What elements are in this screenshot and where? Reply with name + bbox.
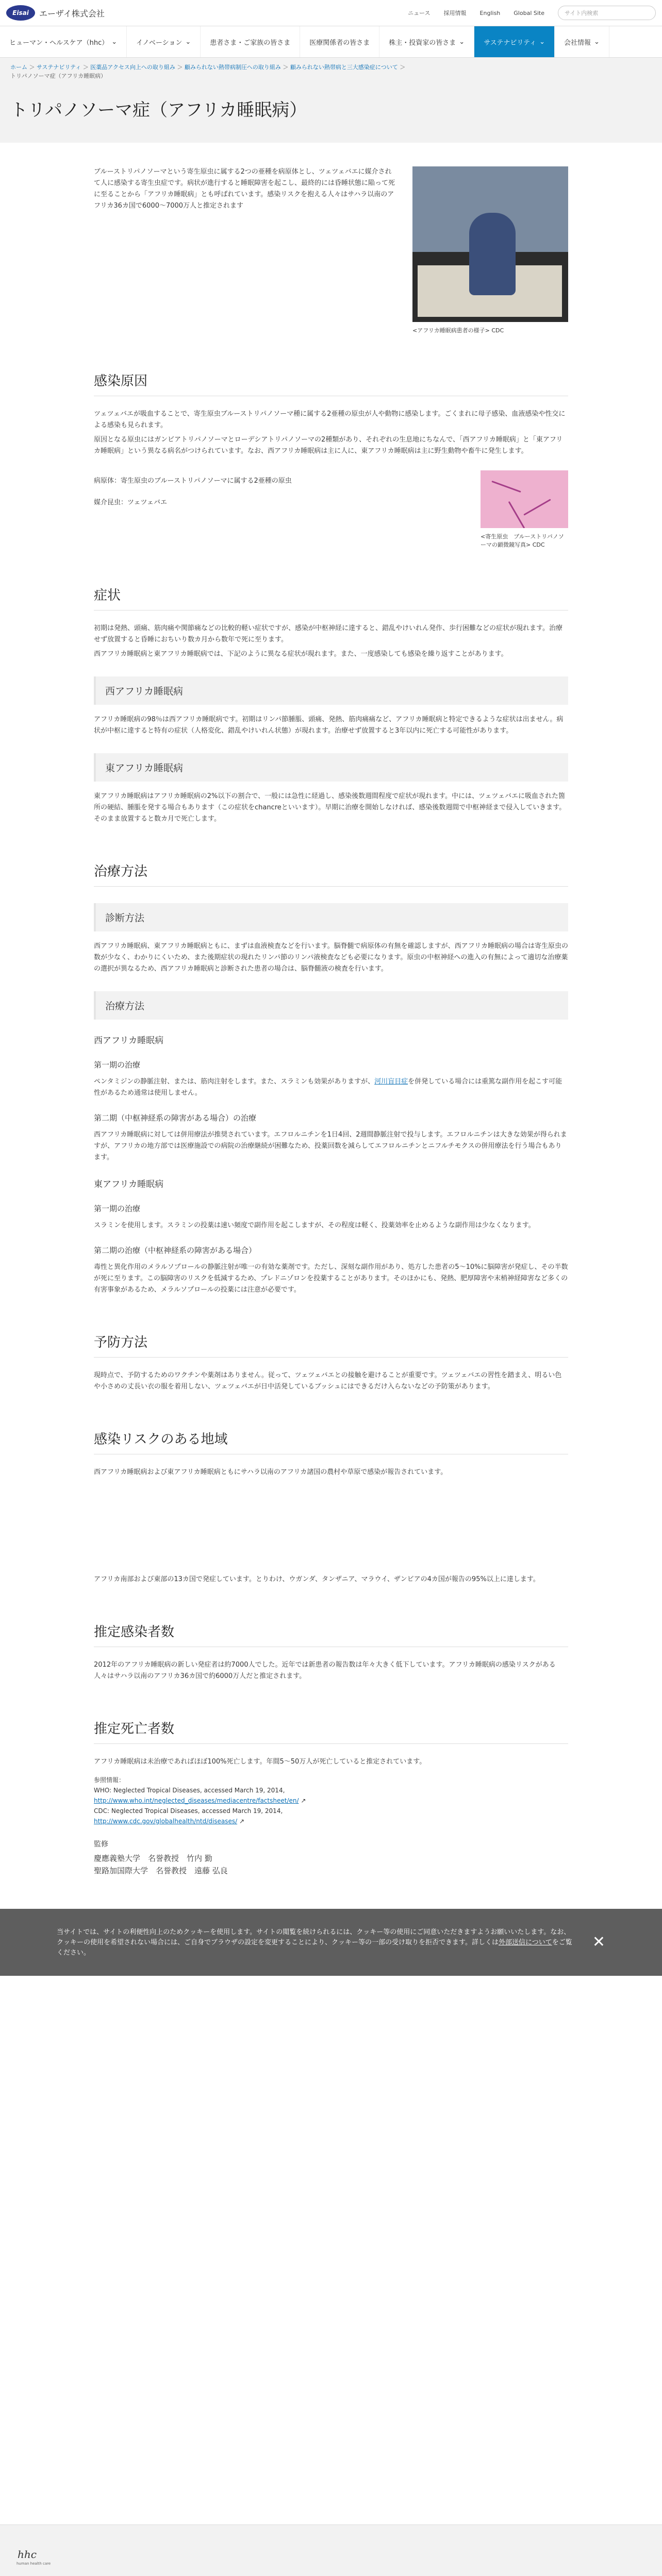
- reference-cdc: CDC: Neglected Tropical Diseases, accessed March 19, 2014,: [94, 1807, 283, 1815]
- chevron-down-icon: ⌄: [594, 38, 600, 46]
- patient-photo-caption: <アフリカ睡眠病患者の様子> CDC: [412, 327, 504, 334]
- symptoms-text-1: 初期は発熱、頭痛、筋肉痛や関節痛などの比較的軽い症状ですが、感染が中枢神経に達すると、錯乱やけいれん発作、歩行困難などの症状が現れます。治療せず放置すると昏睡におちいり数カ月から数年で死に至ります。: [94, 624, 562, 643]
- east-stage1-text: スラミンを使用します。スラミンの投薬は速い頻度で副作用を起こしますが、その程度は軽く、投薬効率を止めるような副作用は少なくなります。: [94, 1222, 535, 1229]
- external-link-icon: ↗: [239, 1818, 245, 1825]
- nav-medical[interactable]: 医療関係者の皆さま: [300, 26, 379, 57]
- west-symptoms-text: アフリカ睡眠病の98％は西アフリカ睡眠病です。初期はリンパ節腫脹、頭痛、発熱、筋肉痛痛など、アフリカ睡眠病と特定できるような症状は出ません。病状が中枢に達すると特有の症状（人格変化、錯乱やけいれん状態）が現れます。治療せず放置すると3年以内に死亡する可能性があります。: [94, 716, 564, 735]
- treatment-method-heading: 治療方法: [94, 991, 568, 1020]
- chevron-down-icon: ⌄: [111, 38, 118, 46]
- svg-text:hhc: hhc: [18, 2548, 37, 2561]
- section-infection-title: 感染原因: [94, 370, 568, 396]
- breadcrumb-sustainability[interactable]: サステナビリティ: [37, 64, 81, 71]
- reference-who: WHO: Neglected Tropical Diseases, accessed March 19, 2014,: [94, 1787, 285, 1794]
- intro-text: ブルーストリパノソーマという寄生原虫に属する2つの亜種を病原体とし、ツェツェバエに媒介されて人に感染する寄生虫症です。病状が進行すると睡眠障害を起こし、最終的には昏睡状態に陥って死に至ることから「アフリカ睡眠病」とも呼ばれています。感染リスクを抱える人々はサハラ以南のアフリカ36カ国で6000〜7000万人と推定されます: [94, 168, 395, 210]
- river-blindness-link[interactable]: 河川盲目症: [374, 1078, 408, 1086]
- breadcrumb-ntd-about[interactable]: 顧みられない熱帯病と三大感染症について: [290, 64, 398, 71]
- breadcrumb-ntd[interactable]: 顧みられない熱帯病制圧への取り組み: [184, 64, 281, 71]
- nav-investors[interactable]: 株主・投資家の皆さま ⌄: [379, 26, 474, 57]
- section-treatment-title: 治療方法: [94, 861, 568, 887]
- header-link-recruit[interactable]: 採用情報: [443, 10, 467, 16]
- chevron-down-icon: ⌄: [459, 38, 465, 46]
- east-stage1-heading: 第一期の治療: [94, 1204, 141, 1213]
- east-stage2-heading: 第二期の治療（中枢神経系の障害がある場合）: [94, 1246, 257, 1255]
- header-link-news[interactable]: ニュース: [408, 10, 431, 16]
- breadcrumb-home[interactable]: ホーム: [10, 64, 27, 71]
- micrograph-caption: <寄生原虫 ブルーストリパノソーマの顕微鏡写真> CDC: [481, 533, 564, 548]
- nav-sustainability[interactable]: サステナビリティ ⌄: [474, 26, 555, 57]
- vector-text: 媒介昆虫：ツェツェバエ: [94, 499, 167, 506]
- section-prevention-title: 予防方法: [94, 1332, 568, 1358]
- page-title: トリパノソーマ症（アフリカ睡眠病）: [10, 100, 307, 121]
- pathogen-text: 病原体：寄生原虫のブルーストリパノソーマに属する2亜種の原虫: [94, 477, 292, 485]
- infection-text-2: 原因となる原虫にはガンビアトリパノソーマとローデシアトリパノソーマの2種類があり、それぞれの生息地にちなんで、「西アフリカ睡眠病」と「東アフリカ睡眠病」という異なる病名がつけられています。なお、西アフリカ睡眠病は主に人に、東アフリカ睡眠病は主に野生動物や畜牛に発生します。: [94, 436, 563, 455]
- cookie-banner: 当サイトでは、サイトの利便性向上のためクッキーを使用します。サイトの閲覧を続けられるには、クッキー等の使用にご同意いただきますようお願いいたします。なお、クッキーの使用を希望されない場合には、ご自身でブラウザの設定を変更することにより、クッキー等の一部の受け取りを拒否できます。詳しくは外部送信についてをご覧ください。 ✕: [0, 1909, 662, 1976]
- cookie-policy-link[interactable]: 外部送信について: [498, 1939, 552, 1946]
- east-symptoms-text: 東アフリカ睡眠病はアフリカ睡眠病の2%以下の割合で、一般には急性に経過し、感染後数週間程度で症状が現れます。中には、ツェツェバエに吸血された箇所の硬結、腫脹を発する場合もあります（この症状をchancreといいます）。早期に治療を開始しなければ、感染後数週間で中枢神経まで侵入していきます。そのまま放置すると数カ月で死亡します。: [94, 792, 566, 823]
- diagnosis-text: 西アフリカ睡眠病、東アフリカ睡眠病ともに、まずは血液検査などを行います。脳脊髄で病原体の有無を確認しますが、西アフリカ睡眠病の場合は寄生原虫の数が少なく、わかりにくいため、また後期症状の現れたリンパ節のリンパ液検査なども必要になります。原虫の中枢神経への進入の有無によって適切な治療薬の選択が異なるため、西アフリカ睡眠病と診断された患者の場合は、脳脊髄液の検査を行います。: [94, 942, 569, 973]
- external-link-icon: ↗: [301, 1797, 306, 1804]
- hhc-logo: [15, 2546, 52, 2566]
- breadcrumb-current: トリパノソーマ症（アフリカ睡眠病）: [10, 73, 107, 79]
- west-symptoms-heading: 西アフリカ睡眠病: [94, 676, 568, 705]
- company-logo[interactable]: [6, 5, 105, 21]
- section-risk-title: 感染リスクのある地域: [94, 1429, 568, 1454]
- risk-east-text: アフリカ南部および東部の13カ国で発症しています。とりわけ、ウガンダ、タンザニア、マラウイ、ザンビアの4カ国が報告の95%以上に達します。: [94, 1575, 540, 1583]
- reference-who-link[interactable]: http://www.who.int/neglected_diseases/mediacentre/factsheet/en/: [94, 1797, 299, 1804]
- header-link-global[interactable]: Global Site: [514, 9, 544, 16]
- footer: [0, 2524, 662, 2576]
- east-stage2-text: 毒性と異化作用のメラルソプロールの静脈注射が唯一の有効な薬剤です。ただし、深刻な副作用があり、処方した患者の5〜10%に脳障害が発症し、その半数が死に至ります。この脳障害のリスクを低減するため、プレドニゾロンを投薬することがあります。そのほかにも、発熱、肥厚障害や末梢神経障害など多くの有害事象があるため、メラルソプロールの投薬には注意が必要です。: [94, 1263, 568, 1294]
- eisai-logo-mark: Eisai: [6, 5, 35, 21]
- treatment-east-heading: 東アフリカ睡眠病: [94, 1179, 164, 1190]
- reference-cdc-link[interactable]: http://www.cdc.gov/globalhealth/ntd/diseases/: [94, 1818, 238, 1825]
- parasite-micrograph: [481, 470, 568, 528]
- top-bar: [0, 0, 662, 26]
- nav-innovation[interactable]: イノベーション ⌄: [127, 26, 201, 57]
- supervision: 監修 慶應義塾大学 名誉教授 竹内 勤 聖路加国際大学 名誉教授 遠藤 弘良: [94, 1840, 228, 1875]
- treatment-west-heading: 西アフリカ睡眠病: [94, 1036, 164, 1046]
- deaths-text: アフリカ睡眠病は未治療であればほぼ100%死亡します。年間5〜50万人が死亡していると推定されています。: [94, 1758, 426, 1766]
- breadcrumb-access[interactable]: 医薬品アクセス向上への取り組み: [90, 64, 175, 71]
- company-name: エーザイ株式会社: [39, 8, 105, 19]
- prevention-text: 現時点で、予防するためのワクチンや薬剤はありません。従って、ツェツェバエとの接触を避けることが重要です。ツェツェバエの習性を踏まえ、明るい色や小さめの丈長い衣の服を着用しない、ツェツェバエが日中活発しているブッシュにはできるだけ入らないなどの予防策があります。: [94, 1371, 562, 1391]
- risk-text: 西アフリカ睡眠病および東アフリカ睡眠病ともにサハラ以南のアフリカ諸国の農村や草原で感染が報告されています。: [94, 1468, 448, 1476]
- infected-text: 2012年のアフリカ睡眠病の新しい発症者は約7000人でした。近年では新患者の報告数は年々大きく低下しています。アフリカ睡眠病の感染リスクがある人々はサハラ以南のアフリカ36カ国で約6000万人だと推定されます。: [94, 1661, 556, 1680]
- references: 参照情報： WHO: Neglected Tropical Diseases, accessed March 19, 2014, http://www.who.int/neglected_diseases/mediacentre/factsheet/en/ ↗ CDC: Neglected Tropical Diseases, accessed March 19, 2014, http://www.cdc.gov/globalhealth/ntd/diseases/ ↗: [94, 1775, 568, 1826]
- symptoms-text-2: 西アフリカ睡眠病と東アフリカ睡眠病では、下記のように異なる症状が現れます。また、一度感染しても感染を繰り返すことがあります。: [94, 650, 508, 658]
- section-deaths-title: 推定死亡者数: [94, 1718, 568, 1744]
- chevron-down-icon: ⌄: [185, 38, 191, 46]
- main-navigation: [0, 26, 662, 58]
- nav-patients[interactable]: 患者さま・ご家族の皆さま: [201, 26, 300, 57]
- east-symptoms-heading: 東アフリカ睡眠病: [94, 753, 568, 782]
- header-link-english[interactable]: English: [479, 9, 501, 16]
- west-stage2-text: 西アフリカ睡眠病に対しては併用療法が推奨されています。エフロルニチンを1日4回、2週間静脈注射で投与します。エフロルニチンは大きな効果が得られますが、アフリカの地方部では医療施設での病院の治療継続が困難なため、投薬回数を減らしてエフロルニチンとニフルチモクスの併用療法を行う場合もあります。: [94, 1131, 567, 1161]
- patient-photo: [412, 166, 568, 322]
- nav-company[interactable]: 会社情報 ⌄: [555, 26, 609, 57]
- nav-hhc[interactable]: ヒューマン・ヘルスケア（hhc） ⌄: [0, 26, 127, 57]
- west-stage1-heading: 第一期の治療: [94, 1060, 141, 1070]
- west-stage1-text: ペンタミジンの静脈注射、または、筋肉注射をします。また、スラミンも効果がありますが、河川盲目症を併発している場合には重篤な副作用を起こす可能性があるため通常は使用しません。: [94, 1078, 562, 1097]
- west-stage2-heading: 第二期（中枢神経系の障害がある場合）の治療: [94, 1113, 257, 1123]
- svg-text:human health care: human health care: [16, 2562, 51, 2566]
- chevron-down-icon: ⌄: [539, 38, 545, 46]
- breadcrumb: ホーム ＞ サステナビリティ ＞ 医薬品アクセス向上への取り組み ＞ 顧みられない熱帯病制圧への取り組み ＞ 顧みられない熱帯病と三大感染症について ＞ トリパノソーマ症（アフリカ睡眠病）: [0, 58, 662, 86]
- search-input[interactable]: サイト内検索: [558, 6, 656, 20]
- close-icon[interactable]: ✕: [592, 1933, 605, 1951]
- infection-text-1: ツェツェバエが吸血することで、寄生原虫ブルーストリパノソーマ種に属する2亜種の原虫が人や動物に感染します。ごくまれに母子感染、血液感染や性交による感染も見られます。: [94, 410, 566, 429]
- diagnosis-heading: 診断方法: [94, 903, 568, 931]
- section-symptoms-title: 症状: [94, 585, 568, 611]
- section-infected-title: 推定感染者数: [94, 1621, 568, 1647]
